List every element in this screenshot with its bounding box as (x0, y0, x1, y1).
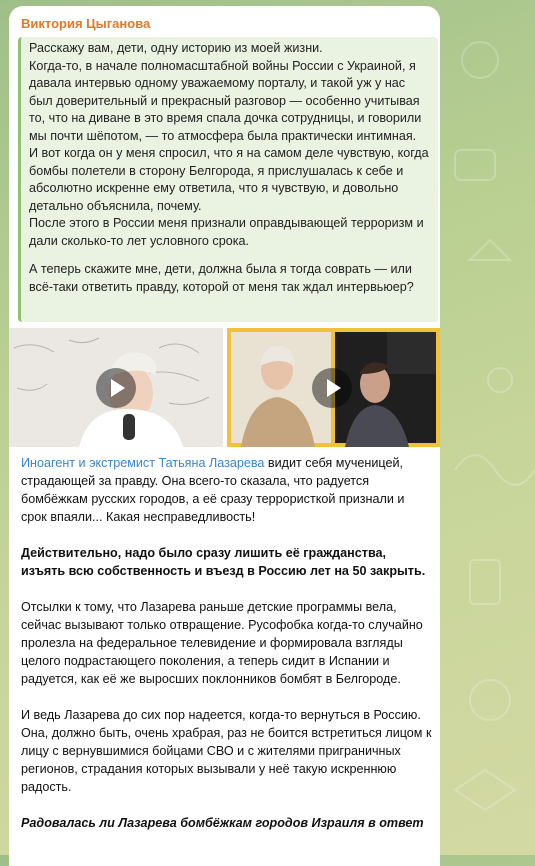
author-name[interactable]: Виктория Цыганова (21, 16, 151, 31)
person-link[interactable]: Иноагент и экстремист Татьяна Лазарева (21, 456, 265, 470)
quote-text-question: А теперь скажите мне, дети, должна была я тогда соврать — или всё-таки ответить правду, которой от меня так ждал интервьюер? (29, 262, 414, 294)
paragraph-1-text: видит себя мученицей, страдающей за правду. Она всего-то сказала, что радуется бомбёжкам русских городов, а её сразу террористкой признали и срок впаяли... Какая несправедливость! (21, 456, 405, 524)
video-thumbnail-2[interactable] (227, 328, 440, 447)
play-icon[interactable] (96, 368, 136, 408)
play-icon[interactable] (312, 368, 352, 408)
quote-text-main: Расскажу вам, дети, одну историю из моей жизни. Когда-то, в начале полномасштабной войны России с Украиной, я давала интервью одному уважаемому порталу, и такой уж у нас был доверительный и прекрасный разговор — особенно учитывая то, что на диване в это время спала дочка сотрудницы, и говорили мы почти шёпотом, — то атмосфера была практически интимная. И вот когда он у меня спросил, что я на самом деле чувствую, когда бомбы полетели в сторону Белгорода, я прислушалась к себе и абсолютно искренне ему ответила, что я чувствую, и довольно детально объяснила, почему. После этого в России меня признали оправдывающей терроризм и дали сколько-то лет условного срока. (29, 41, 429, 248)
message-bubble[interactable] (9, 6, 440, 866)
paragraph-3: Отсылки к тому, что Лазарева раньше детские программы вела, сейчас вызывают только отвращение. Русофобка когда-то случайно пролезла на федеральное телевидение и формировала взгляды целого подрастающего поколения, а теперь сидит в Испании и радуется, как её же выросших поклонников бомбят в Белгороде. (21, 600, 423, 686)
paragraph-2-bold: Действительно, надо было сразу лишить её гражданства, изъять всю собственность и въезд в Россию лет на 50 закрыть. (21, 546, 426, 578)
video-thumbnail-1[interactable] (9, 328, 223, 447)
paragraph-5 (21, 814, 432, 832)
forwarded-quote[interactable] (18, 37, 438, 322)
paragraph-4: И ведь Лазарева до сих пор надеется, когда-то вернуться в Россию. Она, должно быть, очень храбрая, раз не боится встретиться лицом к лицу с вернувшимися бойцами СВО и с жителями приграничных регионов, страдания которых вызывали у неё такую искреннюю радость. (21, 708, 432, 794)
paragraph-5-bold-italic: Радовалась ли Лазарева бомбёжкам городов Израиля в ответ (21, 816, 424, 830)
paragraph-1 (21, 454, 432, 526)
paragraph-2 (21, 544, 432, 580)
post-text (21, 454, 432, 850)
